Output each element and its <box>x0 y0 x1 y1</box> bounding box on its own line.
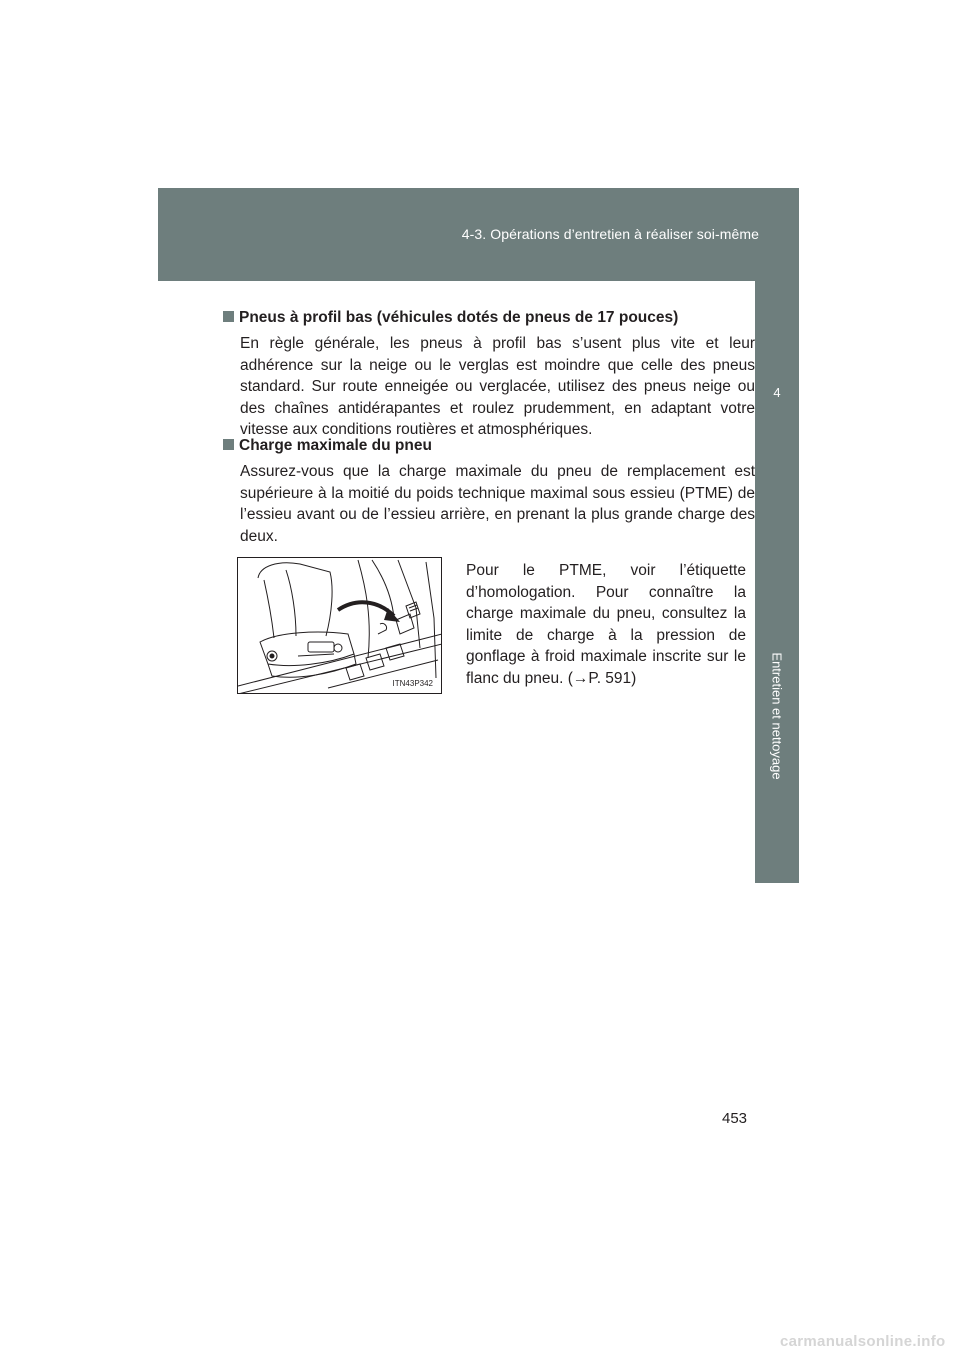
watermark: carmanualsonline.info <box>780 1333 946 1350</box>
section-text-low-profile: En règle générale, les pneus à profil bas s’usent plus vite et leur adhérence sur la neige ou le verglas est moindre que celle des pneus standard. Sur route enneigée ou verglacée, utilisez des pneus neige ou des chaînes antidérapantes et roulez prudemment, en adaptant votre vitesse aux conditions routières et atmosphériques. <box>240 335 755 438</box>
square-bullet-icon <box>223 439 234 450</box>
chapter-title: Entretien et nettoyage <box>769 652 785 780</box>
header-bar <box>158 188 799 281</box>
section-title-text: Pneus à profil bas (véhicules dotés de pneus de 17 pouces) <box>239 309 679 326</box>
section-header: 4-3. Opérations d’entretien à réaliser soi-même <box>461 226 759 242</box>
page-number: 453 <box>722 1110 748 1127</box>
section-title-text: Charge maximale du pneu <box>239 437 432 454</box>
square-bullet-icon <box>223 311 234 322</box>
section-title-max-load <box>223 437 432 455</box>
car-seat-door-illustration <box>238 558 442 694</box>
seat-label-illustration <box>237 557 442 694</box>
section-title-low-profile <box>223 309 678 327</box>
section-text-max-load: Assurez-vous que la charge maximale du pneu de remplacement est supérieure à la moitié du poids technique maximal sous essieu (PTME) de l’essieu avant ou de l’essieu arrière, en prenant la plus grande charge des deux. <box>240 463 755 545</box>
chapter-tab <box>755 281 799 883</box>
chapter-number: 4 <box>773 385 781 400</box>
figure-note: Pour le PTME, voir l’étiquette d’homologation. Pour connaître la charge maximale du pneu, consultez la limite de charge à la pression de gonflage à froid maximale inscrite sur le flanc du pneu. (→P. 591) <box>466 562 746 687</box>
figure-code: ITN43P342 <box>392 679 433 688</box>
